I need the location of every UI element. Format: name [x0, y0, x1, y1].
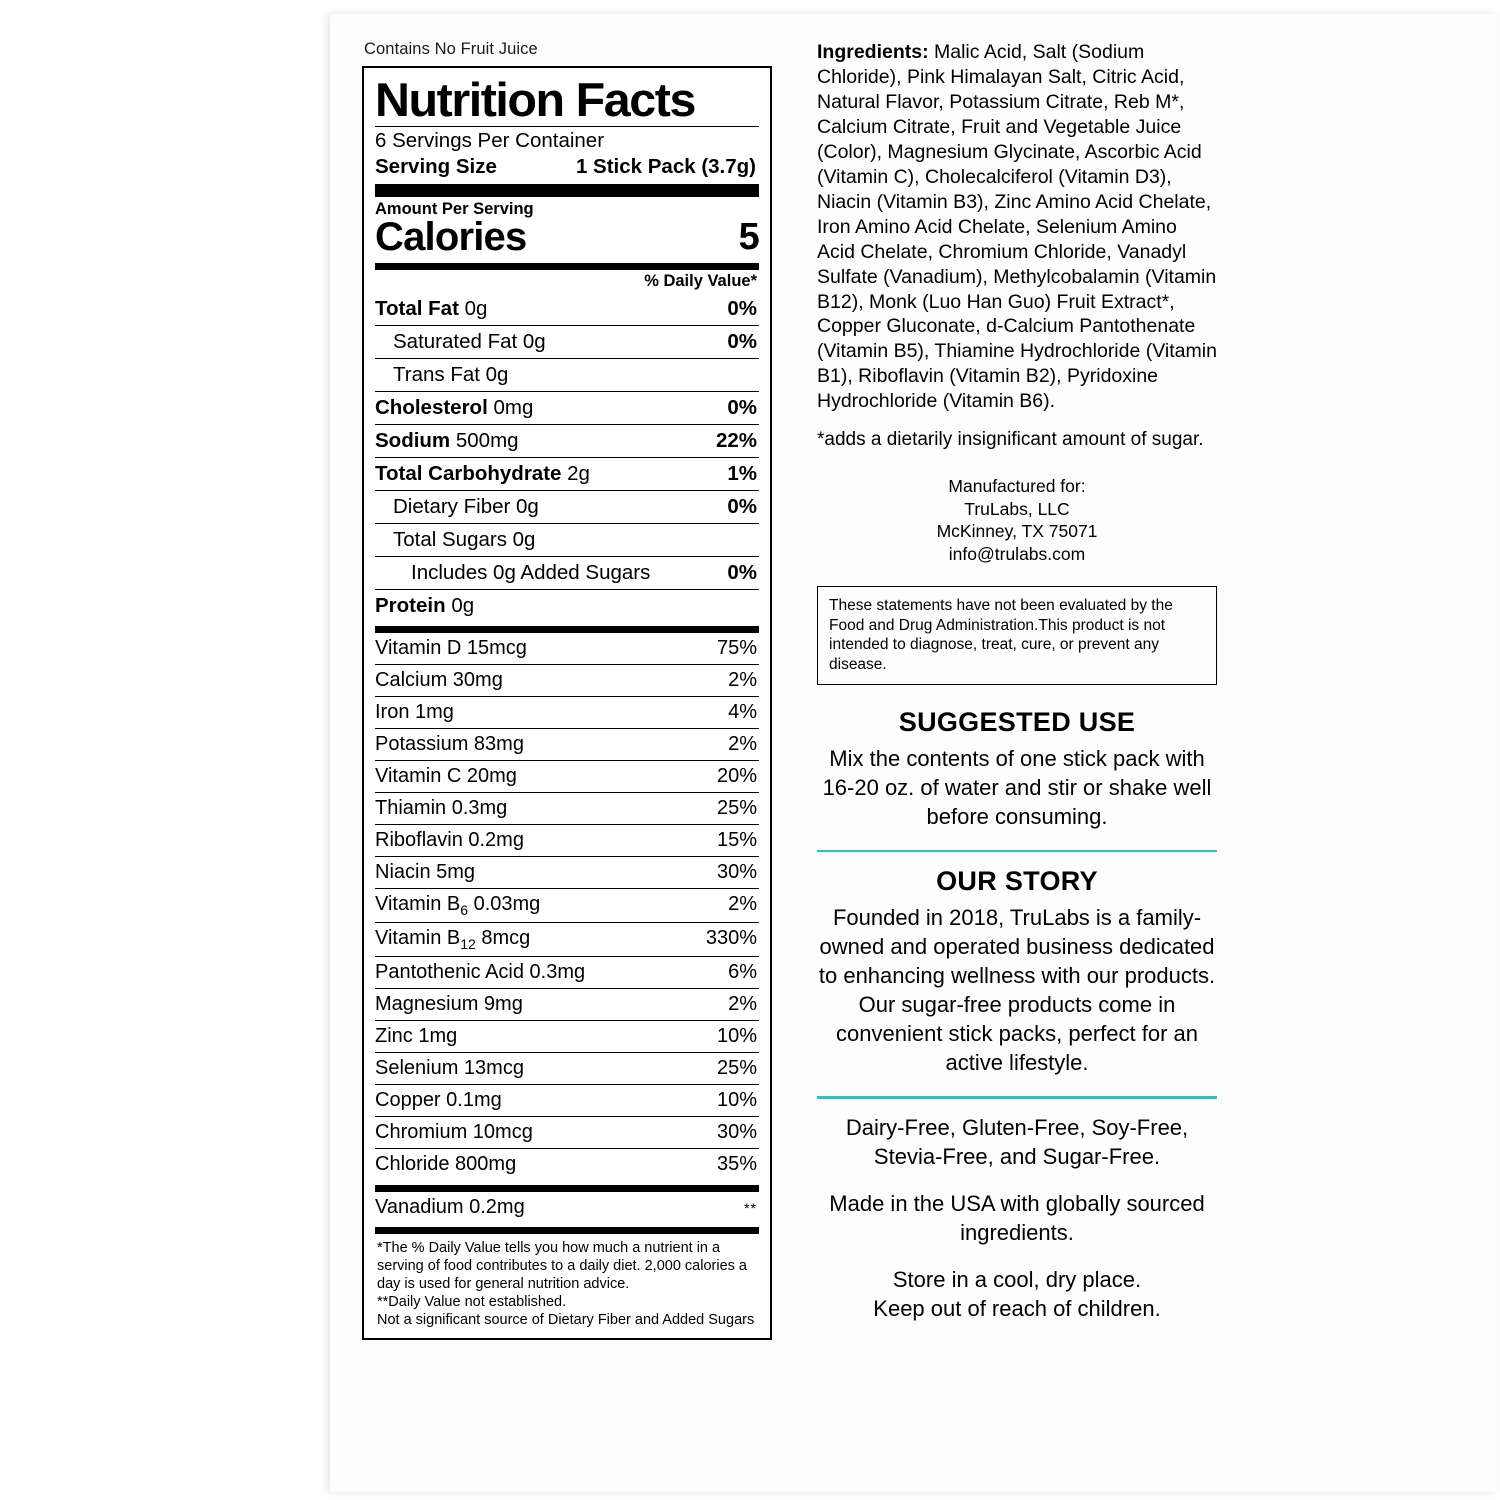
vitamin-daily-value: 2%: [728, 733, 757, 756]
nutrition-facts-title: Nutrition Facts: [375, 73, 695, 126]
vitamin-row: [375, 696, 759, 728]
thick-divider-bar: [375, 184, 759, 197]
daily-value-header: % Daily Value*: [644, 272, 757, 291]
nutrient-name: Sodium 500mg: [375, 429, 519, 453]
vitamin-name: Riboflavin 0.2mg: [375, 829, 524, 852]
sugar-note: *adds a dietarily insignificant amount of sugar.: [817, 429, 1204, 451]
vitamin-row: [375, 728, 759, 760]
nutrient-row: [375, 424, 759, 457]
vitamin-name: Copper 0.1mg: [375, 1089, 502, 1112]
vanadium-divider-bar: [375, 1185, 759, 1192]
footnote-not-significant-source: Not a significant source of Dietary Fiber and Added Sugars: [377, 1311, 755, 1328]
nutrient-daily-value: 22%: [715, 429, 757, 453]
fda-disclaimer-box: These statements have not been evaluated by the Food and Drug Administration.This product is not intended to diagnose, treat, cure, or prevent any disease.: [817, 586, 1217, 685]
medium-divider-bar-2: [375, 626, 759, 633]
nutrient-name: Protein 0g: [375, 594, 475, 618]
vitamin-name: Pantothenic Acid 0.3mg: [375, 961, 586, 984]
nutrient-row: [375, 325, 759, 358]
vitamin-daily-value: 10%: [716, 1025, 757, 1048]
vitamin-row: [375, 664, 759, 696]
no-fruit-juice-note: Contains No Fruit Juice: [364, 40, 538, 58]
vitamin-daily-value: 2%: [728, 893, 757, 916]
serving-size-row: [375, 155, 759, 179]
nutrient-name: Saturated Fat 0g: [393, 330, 546, 354]
medium-divider-bar: [375, 263, 759, 270]
vanadium-name: Vanadium 0.2mg: [375, 1196, 525, 1219]
vitamin-name: Vitamin D 15mcg: [375, 637, 527, 660]
vitamin-row: [375, 1148, 759, 1180]
nutrition-facts-panel: [362, 66, 772, 1340]
vitamin-row: [375, 1020, 759, 1052]
free-from-claims: Dairy-Free, Gluten-Free, Soy-Free, Stevia-Free, and Sugar-Free.: [845, 1114, 1189, 1169]
vitamin-rows: [375, 633, 759, 1223]
vitamin-row: [375, 856, 759, 888]
calories-value: 5: [738, 216, 759, 259]
vitamin-daily-value: 25%: [716, 1057, 757, 1080]
divider-rule: [375, 126, 759, 128]
serving-size-value: 1 Stick Pack (3.7g): [575, 155, 756, 179]
nutrient-name: Total Carbohydrate 2g: [375, 462, 590, 486]
vitamin-daily-value: 20%: [716, 765, 757, 788]
nutrient-row: [375, 358, 759, 391]
manufacturer-block: Manufactured for: TruLabs, LLC McKinney, TX 75071 info@trulabs.com: [936, 475, 1098, 565]
vitamin-name: Vitamin $B_{12}$ 8mcg: [375, 927, 531, 953]
nutrient-daily-value: 0%: [727, 297, 757, 321]
nutrient-row: [375, 589, 759, 622]
nutrient-row: [375, 457, 759, 490]
vitamin-row: [375, 1052, 759, 1084]
ingredients-text: Malic Acid, Salt (Sodium Chloride), Pink Himalayan Salt, Citric Acid, Natural Flavor, Potassium Citrate, Reb M*, Calcium Citrate, Fruit and Vegetable Juice (Color), Magnesium Glycinate, Ascorbic Acid (Vitamin C), Cholecalciferol (Vitamin D3), Niacin (Vitamin B3), Zinc Amino Acid Chelate, Iron Amino Acid Chelate, Selenium Amino Acid Chelate, Chromium Chloride, Vanadyl Sulfate (Vanadium), Methylcobalamin (Vitamin B12), Monk (Luo Han Guo) Fruit Extract*, Copper Gluconate, d-Calcium Pantothenate (Vitamin B5), Thiamine Hydrochloride (Vitamin B1), Riboflavin (Vitamin B2), Pyridoxine Hydrochloride (Vitamin B6).: [817, 41, 1217, 413]
nutrient-name: Includes 0g Added Sugars: [411, 561, 651, 585]
suggested-use-body: Mix the contents of one stick pack with 16-20 oz. of water and stir or shake well before consuming.: [822, 745, 1212, 829]
footnote-block: [375, 1234, 759, 1330]
nutrient-daily-value: 0%: [727, 495, 757, 519]
amount-per-serving-label: Amount Per Serving: [375, 200, 534, 219]
vitamin-row: [375, 888, 759, 922]
vitamin-name: Magnesium 9mg: [375, 993, 523, 1016]
nutrient-name: Trans Fat 0g: [393, 363, 509, 387]
vitamin-daily-value: 30%: [716, 1121, 757, 1144]
info-column: [817, 40, 1217, 1341]
footnote-daily-value: *The % Daily Value tells you how much a nutrient in a serving of food contributes to a daily diet. 2,000 calories a day is used for general nutrition advice.: [377, 1240, 747, 1292]
nutrient-row: [375, 523, 759, 556]
nutrient-daily-value: 1%: [727, 462, 757, 486]
vitamin-name: Selenium 13mcg: [375, 1057, 524, 1080]
medium-divider-bar-3: [375, 1227, 759, 1234]
servings-per-container: 6 Servings Per Container: [375, 129, 605, 153]
vitamin-daily-value: 4%: [728, 701, 757, 724]
our-story-title: OUR STORY: [936, 866, 1098, 897]
nutrition-column: [362, 40, 772, 1340]
vanadium-row: [375, 1192, 759, 1223]
nutrient-row: [375, 490, 759, 523]
nutrient-name: Total Fat 0g: [375, 297, 488, 321]
vitamin-name: Calcium 30mg: [375, 669, 503, 692]
vitamin-row: [375, 792, 759, 824]
made-in-usa: Made in the USA with globally sourced ingredients.: [829, 1191, 1205, 1246]
our-story-body: Founded in 2018, TruLabs is a family-owned and operated business dedicated to enhancing wellness with our products. Our sugar-free products come in convenient stick packs, perfect for an active lifestyle.: [818, 905, 1216, 1076]
vitamin-daily-value: 30%: [716, 861, 757, 884]
ingredients-paragraph: [817, 40, 1217, 414]
vitamin-daily-value: 330%: [705, 927, 757, 950]
vitamin-name: Thiamin 0.3mg: [375, 797, 508, 820]
footnote-dv-not-established: **Daily Value not established.: [377, 1293, 567, 1310]
vitamin-row: [375, 988, 759, 1020]
vitamin-name: Zinc 1mg: [375, 1025, 458, 1048]
vitamin-daily-value: 25%: [716, 797, 757, 820]
serving-size-label: Serving Size: [375, 155, 497, 179]
ingredients-heading: Ingredients:: [817, 41, 929, 63]
nutrient-daily-value: 0%: [727, 561, 757, 585]
vitamin-name: Vitamin C 20mg: [375, 765, 517, 788]
nutrient-daily-value: 0%: [727, 330, 757, 354]
nutrient-row: [375, 556, 759, 589]
vitamin-daily-value: 10%: [716, 1089, 757, 1112]
vitamin-row: [375, 824, 759, 856]
accent-divider-1: [817, 850, 1217, 853]
vitamin-name: Niacin 5mg: [375, 861, 476, 884]
calories-label: Calories: [375, 215, 527, 260]
vanadium-daily-value: **: [744, 1200, 757, 1217]
nutrient-row: [375, 293, 759, 325]
nutrient-row: [375, 391, 759, 424]
nutrient-name: Dietary Fiber 0g: [393, 495, 539, 519]
vitamin-name: Chromium 10mcg: [375, 1121, 533, 1144]
vitamin-name: Potassium 83mg: [375, 733, 524, 756]
vitamin-row: [375, 633, 759, 664]
storage-instructions: Store in a cool, dry place. Keep out of reach of children.: [873, 1267, 1161, 1322]
suggested-use-title: SUGGESTED USE: [898, 706, 1136, 737]
nutrient-name: Total Sugars 0g: [393, 528, 536, 552]
nutrient-rows: [375, 293, 759, 622]
calories-row: [375, 215, 759, 259]
vitamin-row: [375, 760, 759, 792]
vitamin-daily-value: 2%: [728, 669, 757, 692]
accent-divider-2: [817, 1096, 1217, 1099]
vitamin-daily-value: 6%: [728, 961, 757, 984]
vitamin-daily-value: 75%: [716, 637, 757, 660]
vitamin-daily-value: 35%: [716, 1153, 757, 1176]
vitamin-name: Vitamin $B_6$ 0.03mg: [375, 893, 541, 919]
vitamin-row: [375, 1116, 759, 1148]
nutrient-daily-value: 0%: [727, 396, 757, 420]
vitamin-row: [375, 956, 759, 988]
vitamin-name: Chloride 800mg: [375, 1153, 517, 1176]
vitamin-row: [375, 1084, 759, 1116]
label-content: [362, 40, 1472, 1470]
vitamin-daily-value: 2%: [728, 993, 757, 1016]
vitamin-row: [375, 922, 759, 956]
vitamin-daily-value: 15%: [716, 829, 757, 852]
nutrient-name: Cholesterol 0mg: [375, 396, 534, 420]
vitamin-name: Iron 1mg: [375, 701, 454, 724]
